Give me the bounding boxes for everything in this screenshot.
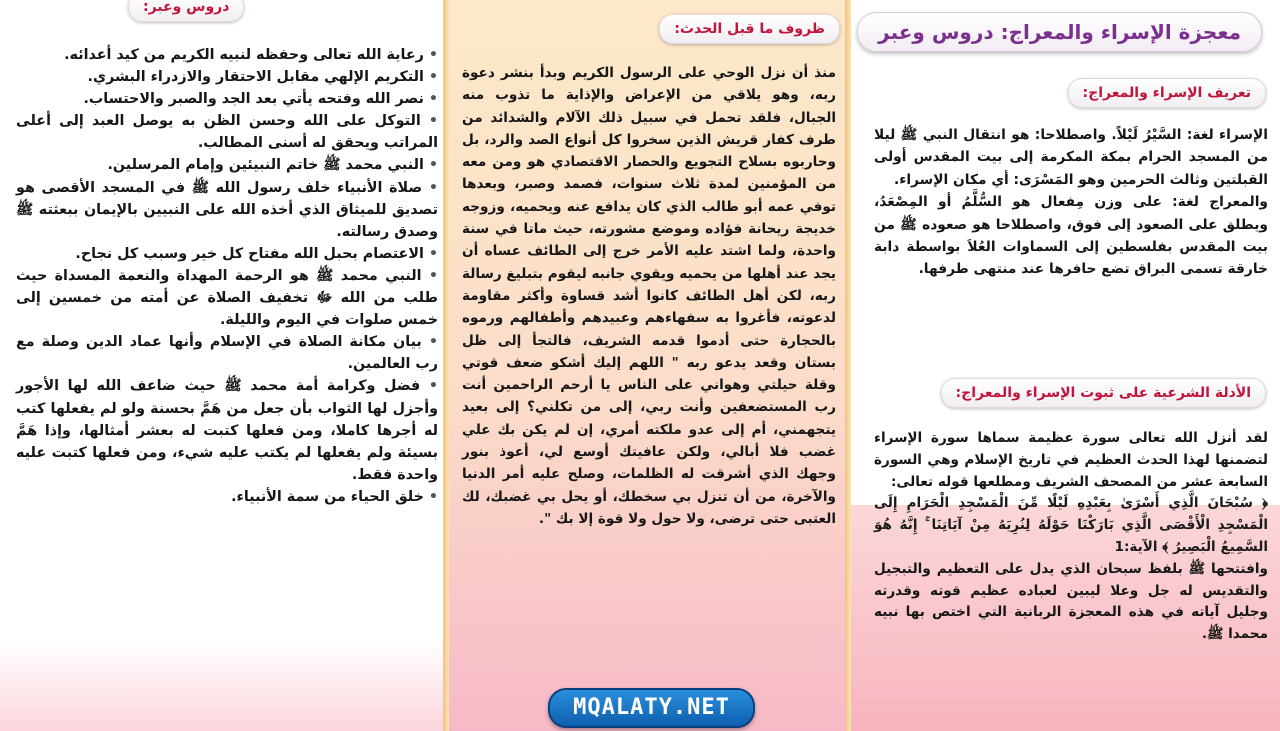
lesson-item: • رعاية الله تعالى وحفظه لنبيه الكريم من كيد أعدائه. <box>64 47 438 63</box>
lesson-item: • الاعتصام بحبل الله مفتاح كل خير وسبب كل نجاح. <box>75 245 438 262</box>
lesson-item: • خلق الحياء من سمة الأنبياء. <box>231 488 438 505</box>
main-title: معجزة الإسراء والمعراج: دروس وعبر <box>857 12 1262 52</box>
lesson-item: • التكريم الإلهي مقابل الاحتقار والازدراء البشري. <box>87 69 438 86</box>
lessons-title: دروس وعبر: <box>128 0 244 22</box>
lesson-item: • بيان مكانة الصلاة في الإسلام وأنها عماد الدين وصلة مع رب العالمين. <box>16 334 438 373</box>
site-logo[interactable]: MQALATY.NET <box>548 688 755 728</box>
pink-footer-band <box>0 640 446 731</box>
lesson-item: • النبي محمد ﷺ خاتم النبيئين وإمام المرسلين. <box>107 157 438 174</box>
section-evidence-title: الأدلة الشرعية على ثبوت الإسراء والمعراج: <box>941 378 1266 408</box>
lesson-item: • التوكل على الله وحسن الظن به يوصل العبد إلى أعلى المراتب ويحقق له أسنى المطالب. <box>16 113 438 152</box>
lesson-item: • فضل وكرامة أمة محمد ﷺ حيث ضاعف الله لها الأجور وأجزل لها الثواب بأن جعل من هَمَّ بحسنة ولو لم يفعلها كتب له أجرها كاملا، ومن فعلها كتبت له بعشر أمثالها، وإذا هَمَّ بسيئة ولم يفعلها لم يكتب عليه شيء، ومن فعلها كتبت عليه واحدة فقط. <box>16 378 438 483</box>
lessons-column <box>0 0 446 731</box>
evidence-intro: لقد أنزل الله تعالى سورة عظيمة سماها سورة الإسراء لتضمنها لهذا الحدث العظيم في تاريخ الإسلام وهي السورة السابعة عشر من المصحف الشريف ومطلعها قوله تعالى: <box>874 430 1268 490</box>
miraj-definition: والمعراج لغة: على وزن مِفعال هو السُّلَّمُ أو المِصْعَدُ، ويطلق على الصعود إلى فوق، واصطلاحا هو صعوده ﷺ من بيت المقدس بفلسطين إلى السماوات العُلاَ بواسطة دابة خارقة تسمى البراق تضع حافرها عند منتهى طرفها. <box>874 194 1268 278</box>
isra-definition: الإسراء لغة: السَّيْرُ لَيْلاً. واصطلاحا: هو انتقال النبي ﷺ ليلا من المسجد الحرام بمكة المكرمة إلى بيت المقدس أولى القبلتين وثالث الحرمين وهو المَسْرَى: أي مكان الإسراء. <box>874 127 1268 188</box>
definition-text <box>874 124 1268 281</box>
column-divider <box>443 0 449 731</box>
section-definition-title: تعريف الإسراء والمعراج: <box>1068 78 1266 108</box>
evidence-text <box>874 428 1268 646</box>
definition-column <box>848 0 1280 731</box>
lesson-item: • النبي محمد ﷺ هو الرحمة المهداة والنعمة المسداة حيث طلب من الله ﷻ تخفيف الصلاة عن أمته من خمسين إلى خمس صلوات في اليوم والليلة. <box>16 267 438 329</box>
context-title: ظروف ما قبل الحدث: <box>659 14 840 44</box>
lessons-list <box>16 44 438 508</box>
context-body: منذ أن نزل الوحي على الرسول الكريم وبدأ بنشر دعوة ربه، وهو يلاقي من الإعراض والإذاية ما تذوب منه الجبال، فلقد تحمل في سبيل ذلك الآلام والشدائد من طرف كفار قريش الذين سخروا كل أنواع الصد والرد، بل وحاربوه بسلاح التجويع والحصار الاقتصادي هو ومن معه من المؤمنين لمدة ثلاث سنوات، فصمد وصبر، وبعدها توفي عمه أبو طالب الذي كان يدافع عنه ويحميه، وزوجه خديجة ريحانة فؤاده وموضع مشورته، حيث ماتا في سنة واحدة، ولما اشتد عليه الأمر خرج إلى الطائف عساه أن يجد عند أهلها من يحميه ويقوي جانبه ليقوم بتبليغ رسالة ربه، لكن أهل الطائف كانوا أشد قساوة وأكثر مقاومة لدعوته، فأغروا به سفهاءهم وعبيدهم وأطفالهم ورموه بالحجارة حتى أدموا قدمه الشريف، فالتجأ إلى ظل بستان وقعد يدعو ربه " اللهم إليك أشكو ضعف قوتي وقلة حيلتي وهواني على الناس يا أرحم الراحمين أنت رب المستضعفين وأنت ربي، إلى من تكلني؟ إلى بعيد يتجهمني، أم إلى عدو ملكته أمري، إن لم يكن بك علي غضب فلا أبالي، ولكن عافيتك أوسع لي، أعوذ بنور وجهك الذي أشرقت له الظلمات، وصلح عليه أمر الدنيا والآخرة، من أن تنزل بي سخطك، أو يحل بي غضبك، لك العتبى حتى ترضى، ولا حول ولا قوة إلا بك ". <box>462 65 836 527</box>
evidence-conclusion: وافتتحها ﷺ بلفظ سبحان الذي يدل على التعظيم والتبجيل والتقديس له جل وعلا ليبين لعباده عظيم قوته وقدرته وجليل آياته في هذه المعجزة الربانية التي اختص بها نبيه محمدا ﷺ. <box>874 560 1268 643</box>
lesson-item: • صلاة الأنبياء خلف رسول الله ﷺ في المسجد الأقصى هو تصديق للميثاق الذي أخذه الله على النبيين بالإيمان ببعثته ﷺ وصدق رسالته. <box>16 179 438 240</box>
lesson-item: • نصر الله وفتحه يأتي بعد الجد والصبر والاحتساب. <box>83 91 438 108</box>
quran-verse: ﴿ سُبْحَانَ الَّذِي أَسْرَىٰ بِعَبْدِهِ لَيْلًا مِّنَ الْمَسْجِدِ الْحَرَامِ إِلَى الْمَسْجِدِ الْأَقْصَى الَّذِي بَارَكْنَا حَوْلَهُ لِنُرِيَهُ مِنْ آيَاتِنَا ۚ إِنَّهُ هُوَ السَّمِيعُ الْبَصِيرُ ﴾ الآية:1 <box>874 495 1268 555</box>
column-divider <box>845 0 851 731</box>
context-column <box>446 0 848 731</box>
